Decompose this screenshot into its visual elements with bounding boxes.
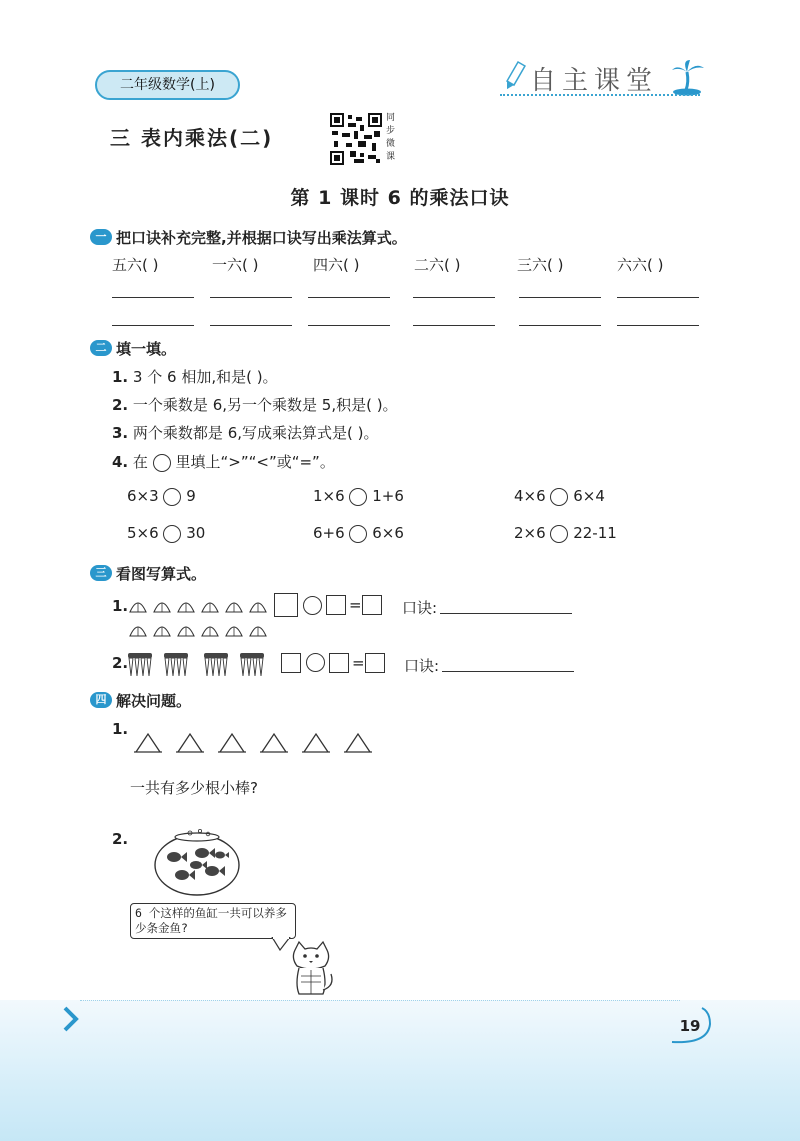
question-number: 1. — [112, 720, 129, 738]
compare-circle-icon — [153, 454, 171, 472]
answer-line[interactable] — [442, 671, 574, 672]
answer-line[interactable] — [617, 297, 699, 298]
fish-bowl-icon — [152, 827, 242, 897]
footer-dotted-line — [80, 1000, 680, 1001]
compare-item: 6×3 9 — [127, 487, 196, 505]
answer-line[interactable] — [210, 297, 292, 298]
brand-logo — [500, 58, 710, 98]
answer-line[interactable] — [308, 325, 390, 326]
question-3: 3. 两个乘数都是 6,写成乘法算式是( )。 — [112, 424, 379, 442]
koujue-item: 二六( ) — [414, 256, 461, 274]
chapter-title: 三 表内乘法(二) — [110, 126, 274, 150]
speech-bubble — [130, 903, 296, 939]
answer-line[interactable] — [112, 325, 194, 326]
compare-circle[interactable] — [349, 488, 367, 506]
question-number: 2. — [112, 830, 129, 848]
grade-badge: 二年级数学(上) — [95, 70, 240, 100]
answer-line[interactable] — [210, 325, 292, 326]
equals-sign: = — [349, 596, 362, 614]
koujue-item: 六六( ) — [617, 256, 664, 274]
koujue-label: 口诀: — [402, 599, 438, 617]
lesson-title: 第 1 课时 6 的乘法口诀 — [290, 187, 510, 209]
section-badge: 四 — [90, 692, 112, 708]
answer-box[interactable] — [326, 595, 346, 615]
carrot-bundles-icon — [126, 652, 270, 678]
answer-line[interactable] — [519, 297, 601, 298]
compare-circle[interactable] — [163, 525, 181, 543]
answer-box[interactable] — [274, 593, 298, 617]
question-4: 4. 在 里填上“>”“<”或“=”。 — [112, 453, 335, 471]
section-title: 填一填。 — [116, 339, 177, 358]
section-badge: 三 — [90, 565, 112, 581]
section-badge: 二 — [90, 340, 112, 356]
peach-group-icon — [126, 592, 272, 640]
qr-label: 同步微课 — [386, 113, 396, 162]
section-badge: 一 — [90, 229, 112, 245]
brand-dotted-line — [500, 94, 700, 96]
page-number: 19 — [679, 1017, 701, 1035]
koujue-item: 四六( ) — [313, 256, 360, 274]
compare-circle[interactable] — [550, 525, 568, 543]
qr-code-icon[interactable] — [330, 113, 382, 165]
chevron-right-icon — [62, 1006, 80, 1032]
brand-title: 自主课堂 — [530, 66, 659, 96]
section-title: 把口诀补充完整,并根据口诀写出乘法算式。 — [116, 228, 407, 247]
compare-item: 5×6 30 — [127, 524, 206, 542]
bubble-text: 6 个这样的鱼缸一共可以养多少条金鱼? — [135, 906, 287, 935]
section-1-heading — [90, 226, 407, 248]
equals-sign: = — [352, 654, 365, 672]
koujue-label: 口诀: — [404, 657, 440, 675]
operator-circle[interactable] — [303, 596, 322, 615]
question-number: 2. — [112, 654, 129, 672]
section-4-heading — [90, 689, 191, 711]
question-2: 2. 一个乘数是 6,另一个乘数是 5,积是( )。 — [112, 396, 398, 414]
compare-item: 4×6 6×4 — [514, 487, 605, 505]
cat-icon — [285, 940, 337, 998]
answer-box[interactable] — [362, 595, 382, 615]
answer-box[interactable] — [329, 653, 349, 673]
answer-line[interactable] — [617, 325, 699, 326]
compare-circle[interactable] — [550, 488, 568, 506]
stick-triangles-icon — [132, 730, 372, 756]
section-2-heading — [90, 337, 176, 359]
koujue-item: 五六( ) — [112, 256, 159, 274]
pencil-icon — [500, 60, 528, 94]
section-title: 看图写算式。 — [116, 564, 207, 583]
question-text: 一共有多少根小棒? — [130, 779, 258, 797]
answer-line[interactable] — [112, 297, 194, 298]
palm-tree-icon — [670, 58, 706, 96]
answer-line[interactable] — [308, 297, 390, 298]
compare-circle[interactable] — [163, 488, 181, 506]
koujue-item: 一六( ) — [212, 256, 259, 274]
compare-circle[interactable] — [349, 525, 367, 543]
answer-line[interactable] — [440, 613, 572, 614]
operator-circle[interactable] — [306, 653, 325, 672]
answer-line[interactable] — [413, 325, 495, 326]
compare-item: 6+6 6×6 — [313, 524, 404, 542]
compare-item: 2×6 22-11 — [514, 524, 617, 542]
answer-line[interactable] — [519, 325, 601, 326]
answer-box[interactable] — [281, 653, 301, 673]
answer-line[interactable] — [413, 297, 495, 298]
question-1: 1. 3 个 6 相加,和是( )。 — [112, 368, 278, 386]
section-title: 解决问题。 — [116, 691, 192, 710]
koujue-item: 三六( ) — [517, 256, 564, 274]
answer-box[interactable] — [365, 653, 385, 673]
section-3-heading — [90, 562, 206, 584]
compare-item: 1×6 1+6 — [313, 487, 404, 505]
question-number: 1. — [112, 597, 129, 615]
